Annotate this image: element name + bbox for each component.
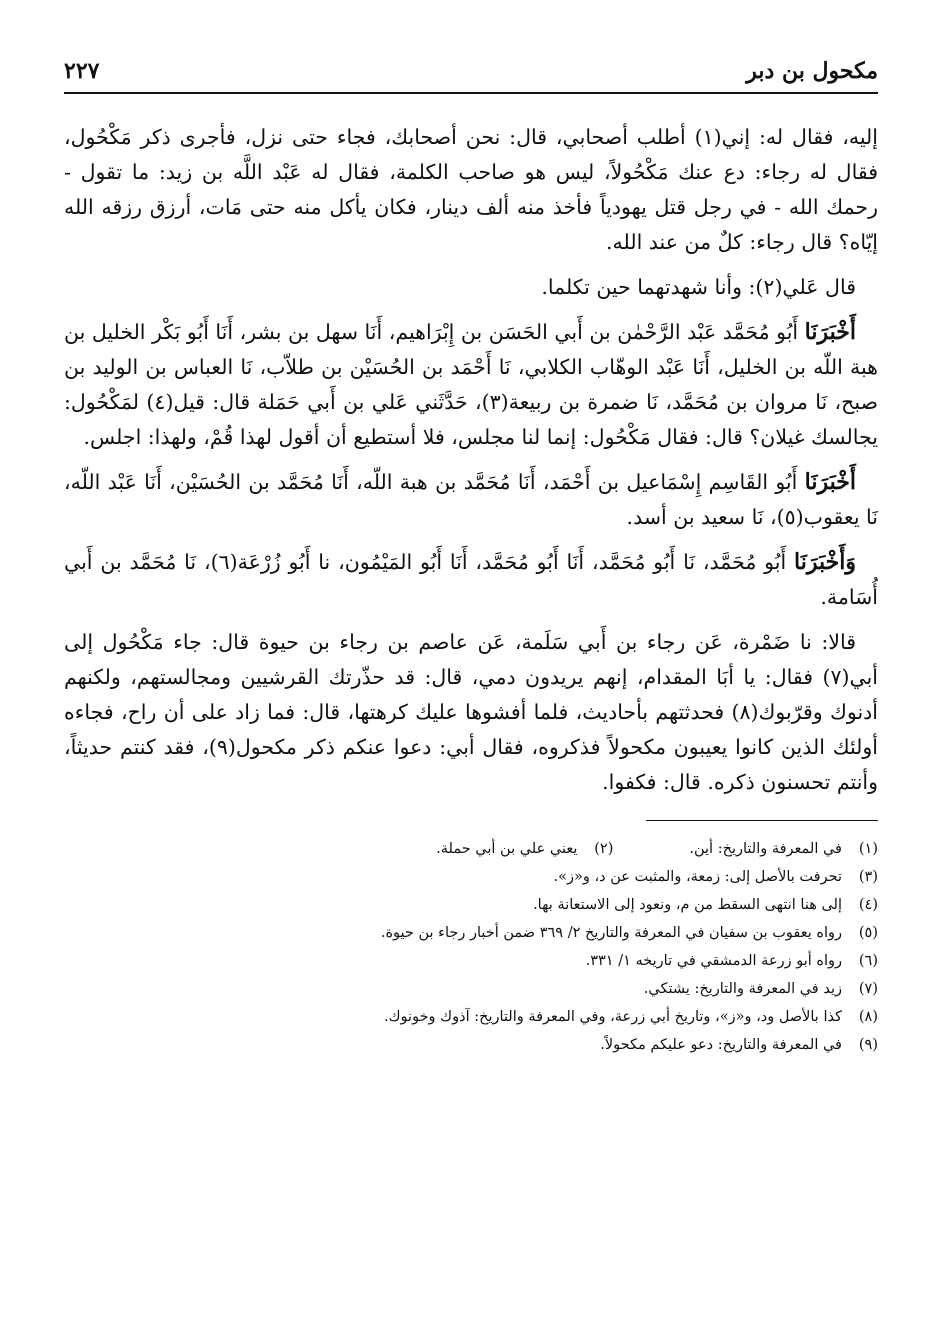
- footnote: [384, 1003, 878, 1031]
- main-text: [64, 120, 878, 800]
- isnad-lead-word: أَخْبَرَنَا: [804, 319, 856, 345]
- paragraph: [64, 625, 878, 800]
- footnote-text: تحرفت بالأصل إلى: زمعة، والمثبت عن د، و«ز».: [553, 869, 842, 885]
- footnote-row: [64, 835, 878, 863]
- footnote: [600, 1031, 878, 1059]
- footnote-text: يعني علي بن أبي حملة.: [436, 841, 578, 857]
- footnote-text: في المعرفة والتاريخ: أين.: [689, 841, 842, 857]
- footnote: [689, 835, 878, 863]
- footnote-text: زيد في المعرفة والتاريخ: يشتكي.: [643, 981, 842, 997]
- footnote-text: كذا بالأصل ود، و«ز»، وتاريخ أبي زرعة، وفي المعرفة والتاريخ: آذوك وخونوك.: [384, 1009, 842, 1025]
- footnote-number: (٨): [858, 1009, 878, 1025]
- footnote-number: (٢): [594, 841, 614, 857]
- footnote-number: (٥): [858, 925, 878, 941]
- footnote: [381, 919, 878, 947]
- footnote-number: (٧): [858, 981, 878, 997]
- footnote-row: [64, 1031, 878, 1059]
- footnote-row: [64, 919, 878, 947]
- footnote-row: [64, 975, 878, 1003]
- paragraph-text: قالا: نا ضَمْرة، عَن رجاء بن أَبي سَلَمة، عَن عاصم بن رجاء بن حيوة قال: جاء مَكْحُول إلى أبي(٧) فقال: يا أبَا المقدام، إنهم يريدون دمي، قال: قد حذّرتك القرشيين ومجالستهم، ولكنهم أدنوك وقرّبوك(٨) فحدثتهم بأحاديث، فلما أفشوها عليك كرهتها، قال: فما زاد على أن راح، فجاءه أولئك الذين كانوا يعيبون مكحولاً فذكروه، فقال أبي: دعوا عنكم ذكر مكحول(٩)، فقد كنتم حديثاً، وأنتم تحسنون ذكره. قال: فكفوا.: [64, 630, 878, 794]
- footnote-separator: [646, 820, 878, 821]
- paragraph-text: إليه، فقال له: إني(١) أطلب أصحابي، قال: نحن أصحابك، فجاء حتى نزل، فأجرى ذكر مَكْحُول، فقال له رجاء: دع عنك مَكْحُولاً، ليس هو صاحب الكلمة، فقال له عَبْد اللَّه بن زيد: ما تقول - رحمك الله - في رجل قتل يهودياً فأخذ منه ألف دينار، فكان يأكل منه حتى مَات، أرزق رزقه الله إيّاه؟ قال رجاء: كلٌ من عند الله.: [64, 125, 878, 254]
- isnad-lead-word: أَخْبَرَنَا: [804, 469, 856, 495]
- footnote-number: (٦): [858, 953, 878, 969]
- footnote-number: (٤): [858, 897, 878, 913]
- footnote-number: (٩): [858, 1037, 878, 1053]
- footnote: [644, 975, 878, 1003]
- footnote-text: رواه أبو زرعة الدمشقي في تاريخه ١/ ٣٣١.: [585, 953, 842, 969]
- footnote: [554, 863, 879, 891]
- paragraph-text: أَبُو مُحَمَّد، نَا أَبُو مُحَمَّد، أَنَا أَبُو مُحَمَّد، أَنَا أَبُو المَيْمُون، نا أَبُو زُرْعَة(٦)، نَا مُحَمَّد بن أَبي أُسَامة.: [64, 550, 878, 609]
- paragraph-text: أَبُو القَاسِم إِسْمَاعيل بن أَحْمَد، أَنَا مُحَمَّد بن هبة اللّه، أَنَا مُحَمَّد بن الحُسَيْن، أَنَا عَبْد اللّه، نَا يعقوب(٥)، نَا سعيد بن أسد.: [64, 470, 878, 529]
- book-page: [64, 56, 878, 1297]
- footnote-row: [64, 863, 878, 891]
- footnote-text: في المعرفة والتاريخ: دعو عليكم مكحولاً.: [600, 1037, 842, 1053]
- paragraph: [64, 120, 878, 260]
- footnote-row: [64, 891, 878, 919]
- page-header: [64, 56, 878, 94]
- isnad-lead-word: وَأَخْبَرَنَا: [794, 549, 856, 575]
- footnote: [533, 891, 878, 919]
- footnote-row: [64, 1003, 878, 1031]
- footnote: [436, 835, 613, 863]
- paragraph: [64, 315, 878, 455]
- footnote-text: رواه يعقوب بن سفيان في المعرفة والتاريخ ٢/ ٣٦٩ ضمن أخبار رجاء بن حيوة.: [380, 925, 842, 941]
- footnote-row: [64, 947, 878, 975]
- footnote-number: (١): [858, 841, 878, 857]
- paragraph: [64, 270, 878, 305]
- paragraph: [64, 465, 878, 535]
- running-title: مكحول بن دبر: [746, 58, 878, 84]
- paragraph-text: قال عَلي(٢): وأنا شهدتهما حين تكلما.: [541, 275, 856, 299]
- paragraph: [64, 545, 878, 615]
- footnote-text: إلى هنا انتهى السقط من م، ونعود إلى الاستعانة بها.: [533, 897, 842, 913]
- paragraph-text: أَبُو مُحَمَّد عَبْد الرَّحْمٰن بن أَبي الحَسَن بن إِبْرَاهيم، أَنَا سهل بن بشر، أَنَا أَبُو بَكْر الخليل بن هبة اللّه بن الخليل، أَنَا عَبْد الوهّاب الكلابي، نَا أَحْمَد بن الحُسَيْن بن طلاّب، نَا العباس بن الوليد بن صبح، نَا مروان بن مُحَمَّد، نَا ضمرة بن ربيعة(٣)، حَدَّثَني عَلي بن أَبي حَمَلة قال: قيل(٤) لمَكْحُول: يجالسك غيلان؟ قال: فقال مَكْحُول: إنما لنا مجلس، فلا أستطيع أن أقول لهذا قُمْ، ولهذا: اجلس.: [64, 320, 879, 449]
- footnote: [586, 947, 878, 975]
- page-number: ٢٢٧: [64, 58, 100, 84]
- footnote-number: (٣): [858, 869, 878, 885]
- footnotes: [64, 835, 878, 1059]
